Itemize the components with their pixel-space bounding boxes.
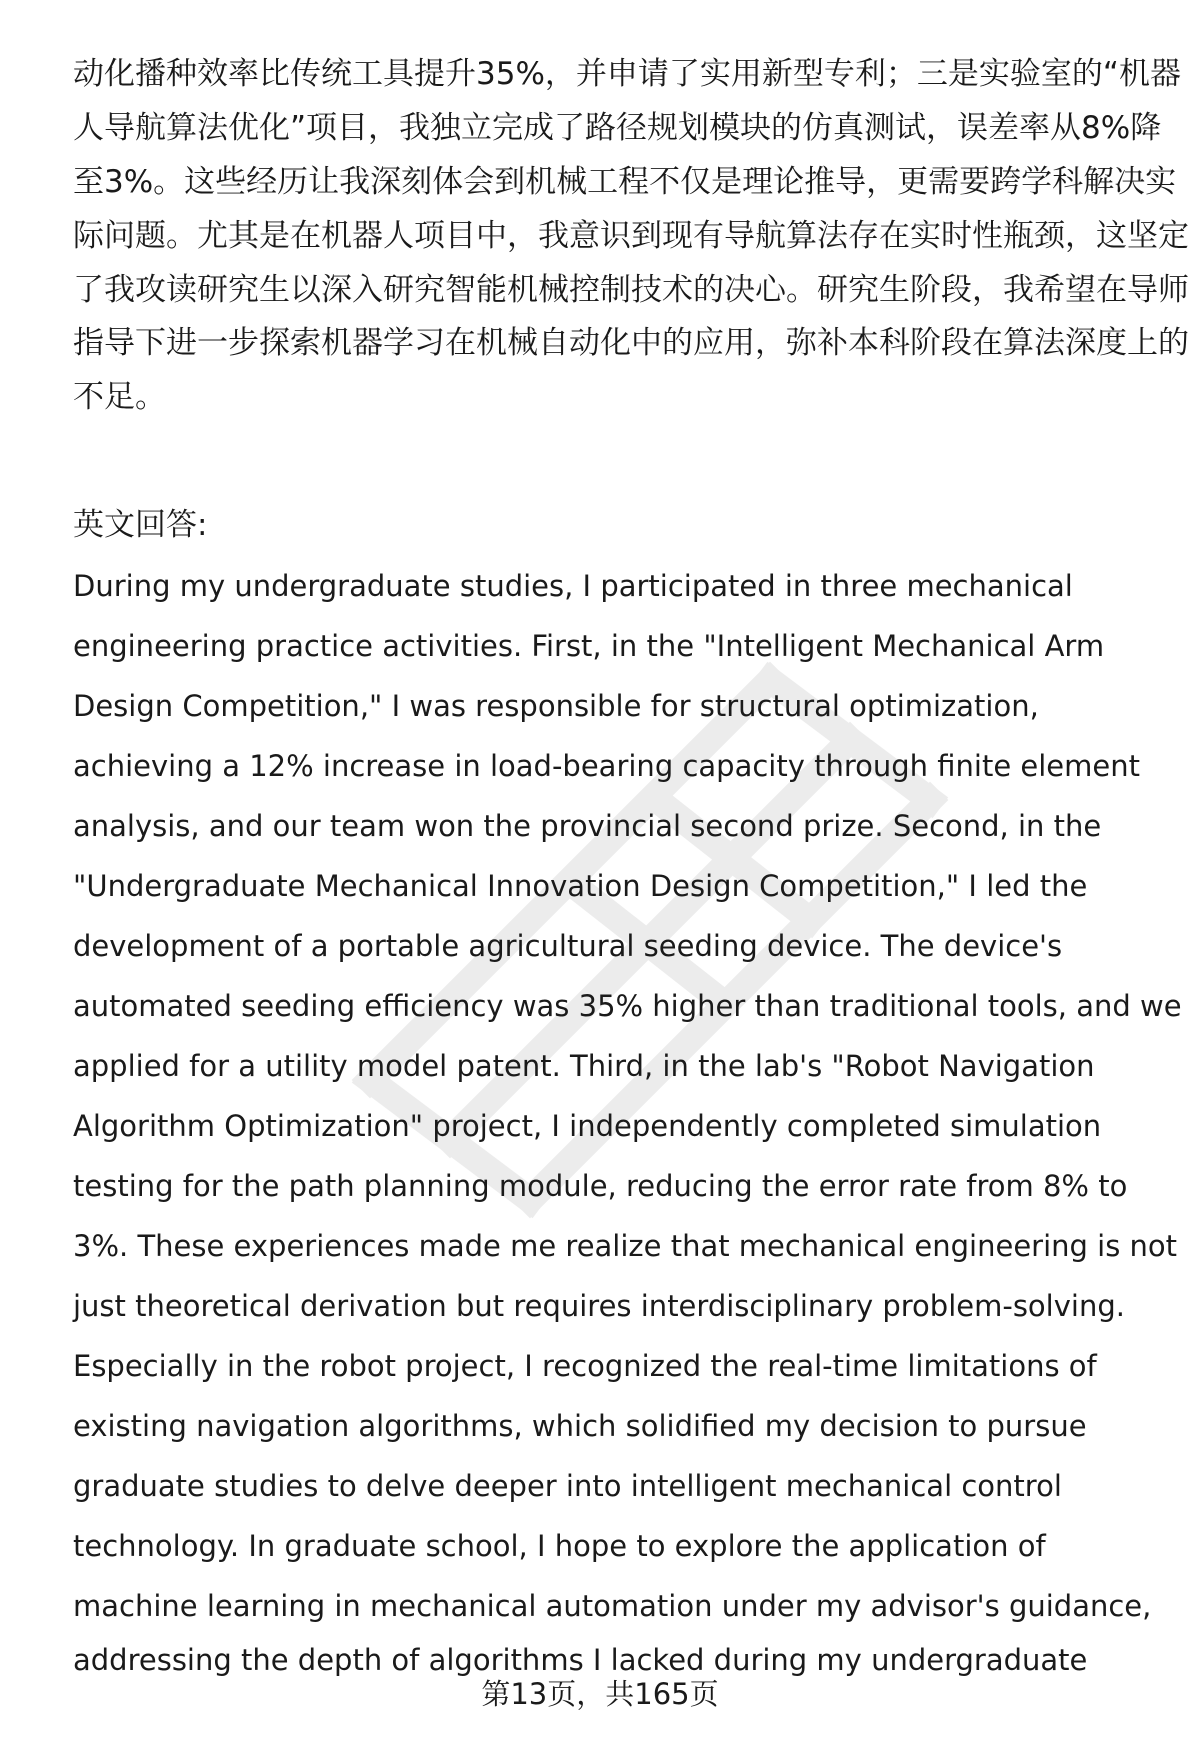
english-text-line: During my undergraduate studies, I participated in three mechanical xyxy=(73,569,1073,603)
chinese-text-line: 指导下进一步探索机器学习在机械自动化中的应用，弥补本科阶段在算法深度上的 xyxy=(73,325,1189,361)
english-text-line: engineering practice activities. First, in the "Intelligent Mechanical Arm xyxy=(73,629,1105,663)
english-text-line: graduate studies to delve deeper into intelligent mechanical control xyxy=(73,1469,1062,1503)
chinese-text-line: 人导航算法优化”项目，我独立完成了路径规划模块的仿真测试，误差率从8%降 xyxy=(73,110,1162,146)
chinese-text-line: 至3%。这些经历让我深刻体会到机械工程不仅是理论推导，更需要跨学科解决实 xyxy=(73,164,1177,200)
english-text-line: addressing the depth of algorithms I lacked during my undergraduate xyxy=(73,1643,1088,1677)
english-text-line: testing for the path planning module, reducing the error rate from 8% to xyxy=(73,1169,1128,1203)
page-number-footer: 第13页，共165页 xyxy=(481,1677,719,1711)
english-text-line: technology. In graduate school, I hope to explore the application of xyxy=(73,1529,1046,1563)
english-text-line: existing navigation algorithms, which solidified my decision to pursue xyxy=(73,1409,1087,1443)
chinese-text-line: 动化播种效率比传统工具提升35%，并申请了实用新型专利；三是实验室的“机器 xyxy=(73,56,1181,92)
english-text-line: achieving a 12% increase in load-bearing capacity through finite element xyxy=(73,749,1140,783)
english-text-line: applied for a utility model patent. Third, in the lab's "Robot Navigation xyxy=(73,1049,1095,1083)
english-text-line: Especially in the robot project, I recognized the real-time limitations of xyxy=(73,1349,1097,1383)
english-text-line: analysis, and our team won the provincial second prize. Second, in the xyxy=(73,809,1102,843)
chinese-text-line: 了我攻读研究生以深入研究智能机械控制技术的决心。研究生阶段，我希望在导师 xyxy=(73,272,1189,308)
english-text-line: Algorithm Optimization" project, I independently completed simulation xyxy=(73,1109,1102,1143)
chinese-text-line: 不足。 xyxy=(73,379,166,415)
english-text-line: Design Competition," I was responsible for structural optimization, xyxy=(73,689,1039,723)
english-answer-heading: 英文回答: xyxy=(73,507,208,543)
english-text-line: "Undergraduate Mechanical Innovation Design Competition," I led the xyxy=(73,869,1088,903)
english-text-line: 3%. These experiences made me realize that mechanical engineering is not xyxy=(73,1229,1178,1263)
english-text-line: machine learning in mechanical automation under my advisor's guidance, xyxy=(73,1589,1152,1623)
english-text-line: just theoretical derivation but requires interdisciplinary problem-solving. xyxy=(73,1289,1125,1323)
chinese-text-line: 际问题。尤其是在机器人项目中，我意识到现有导航算法存在实时性瓶颈，这坚定 xyxy=(73,218,1189,254)
english-text-line: development of a portable agricultural seeding device. The device's xyxy=(73,929,1063,963)
english-text-line: automated seeding efficiency was 35% higher than traditional tools, and we xyxy=(73,989,1182,1023)
